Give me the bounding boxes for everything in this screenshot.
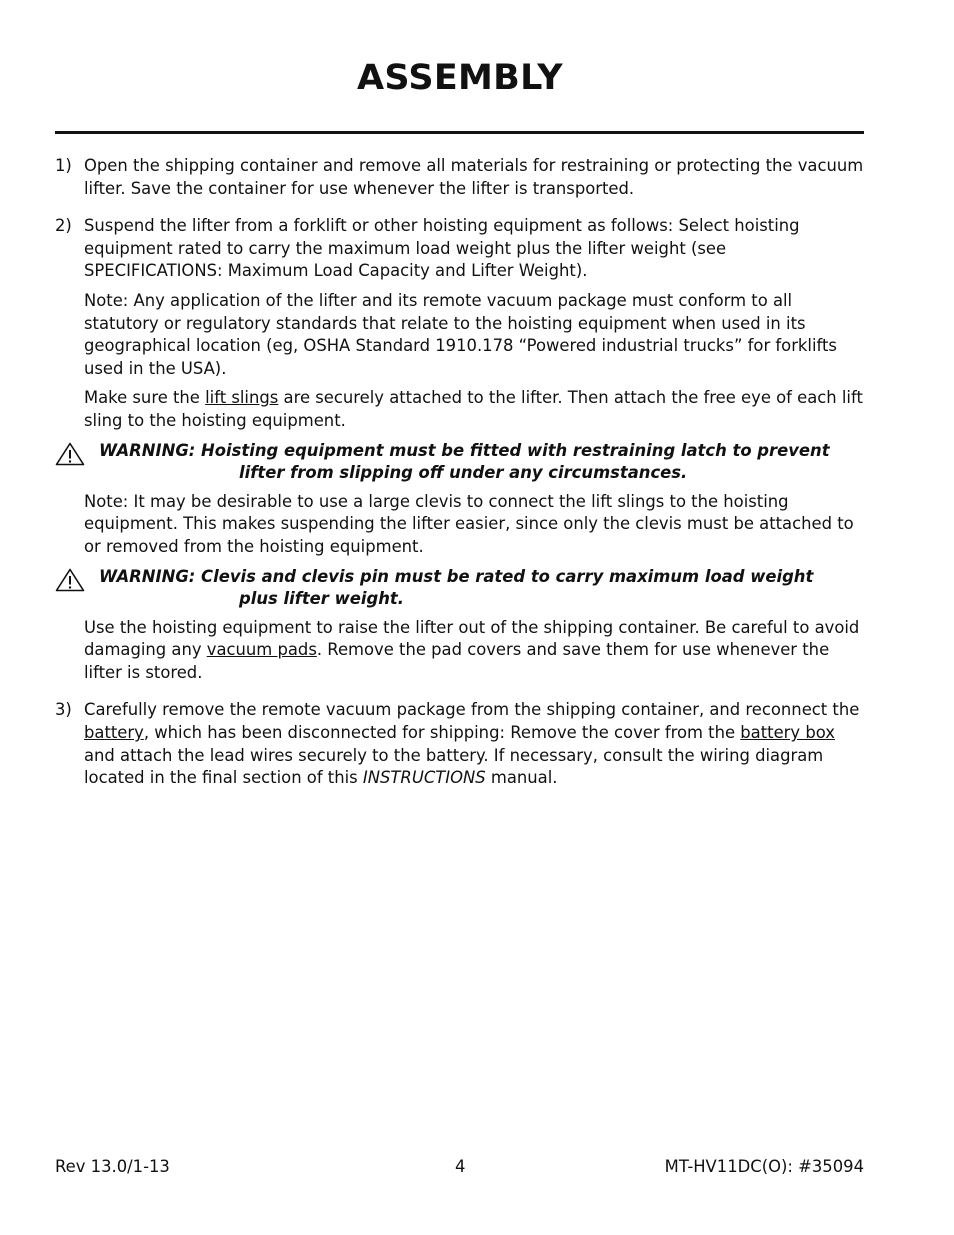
step-2-note-clevis: Note: It may be desirable to use a large clevis to connect the lift slings to the hoisting equipment. This makes suspending the lifter easier, since only the clevis must be attached to or removed from the hoisting equipment. bbox=[84, 491, 854, 556]
lift-slings-link[interactable]: lift slings bbox=[205, 388, 279, 408]
text-segment: Carefully remove the remote vacuum package from the shipping container, and reconnect the bbox=[84, 700, 860, 720]
step-1-text: Open the shipping container and remove all materials for restraining or protecting the vacuum lifter. Save the container for use whenever the lifter is transported. bbox=[84, 156, 864, 198]
vacuum-pads-link[interactable]: vacuum pads bbox=[206, 640, 317, 660]
warning-line: plus lifter weight. bbox=[239, 589, 404, 609]
warning-text bbox=[99, 440, 867, 485]
page-title: ASSEMBLY bbox=[357, 58, 563, 98]
document-id: MT-HV11DC(O): #35094 bbox=[664, 1157, 864, 1176]
text-segment: are securely attached to the lifter. Then attach the free eye of each lift sling to the hoisting equipment. bbox=[84, 388, 863, 430]
step-number: 2) bbox=[55, 216, 72, 236]
step-2-vacuum-pads-text bbox=[84, 617, 867, 685]
step-2-text: Suspend the lifter from a forklift or other hoisting equipment as follows: Select hoisting equipment rated to carry the maximum load weight plus the lifter weight (see SPECIFICATIONS: Maximum Load Capacity and Lifter Weight). bbox=[84, 216, 800, 281]
warning-restraining-latch bbox=[55, 440, 867, 485]
warning-line: WARNING: Clevis and clevis pin must be rated to carry maximum load weight bbox=[99, 566, 814, 586]
step-2 bbox=[55, 215, 867, 684]
page-number: 4 bbox=[455, 1157, 466, 1176]
assembly-content bbox=[55, 155, 867, 805]
step-body bbox=[84, 155, 867, 200]
text-segment: manual. bbox=[485, 768, 558, 788]
step-body bbox=[84, 215, 867, 684]
instructions-manual-title: INSTRUCTIONS bbox=[362, 768, 486, 788]
step-number: 1) bbox=[55, 156, 72, 175]
title-divider bbox=[55, 131, 864, 134]
text-segment: , which has been disconnected for shipping: Remove the cover from the bbox=[143, 723, 741, 743]
warning-clevis-rating bbox=[55, 566, 867, 611]
warning-text bbox=[99, 566, 867, 611]
step-3 bbox=[55, 699, 867, 789]
battery-link[interactable]: battery bbox=[84, 723, 144, 743]
battery-box-link[interactable]: battery box bbox=[740, 723, 835, 743]
step-2-lift-slings-text bbox=[84, 387, 867, 432]
warning-triangle-icon bbox=[55, 440, 99, 485]
text-segment: . Remove the pad covers and save them for use whenever the lifter is stored. bbox=[84, 640, 830, 682]
warning-triangle-icon bbox=[55, 566, 99, 611]
revision-label: Rev 13.0/1-13 bbox=[55, 1157, 170, 1176]
step-body bbox=[84, 699, 867, 789]
warning-line: WARNING: Hoisting equipment must be fitted with restraining latch to prevent bbox=[99, 440, 830, 460]
text-segment: and attach the lead wires securely to the battery. If necessary, consult the wiring diagram located in the final section of this bbox=[84, 745, 824, 788]
step-1 bbox=[55, 155, 867, 200]
step-3-text bbox=[84, 699, 867, 789]
text-segment: Make sure the bbox=[84, 388, 206, 408]
step-number: 3) bbox=[55, 700, 72, 720]
text-segment: Use the hoisting equipment to raise the lifter out of the shipping container. Be careful to avoid damaging any bbox=[84, 617, 860, 660]
warning-line: lifter from slipping off under any circumstances. bbox=[239, 463, 688, 483]
step-2-note-osha: Note: Any application of the lifter and its remote vacuum package must conform to all statutory or regulatory standards that relate to the hoisting equipment when used in its geographical location (eg, OSHA Standard 1910.178 “Powered industrial trucks” for forklifts used in the USA). bbox=[84, 290, 837, 378]
